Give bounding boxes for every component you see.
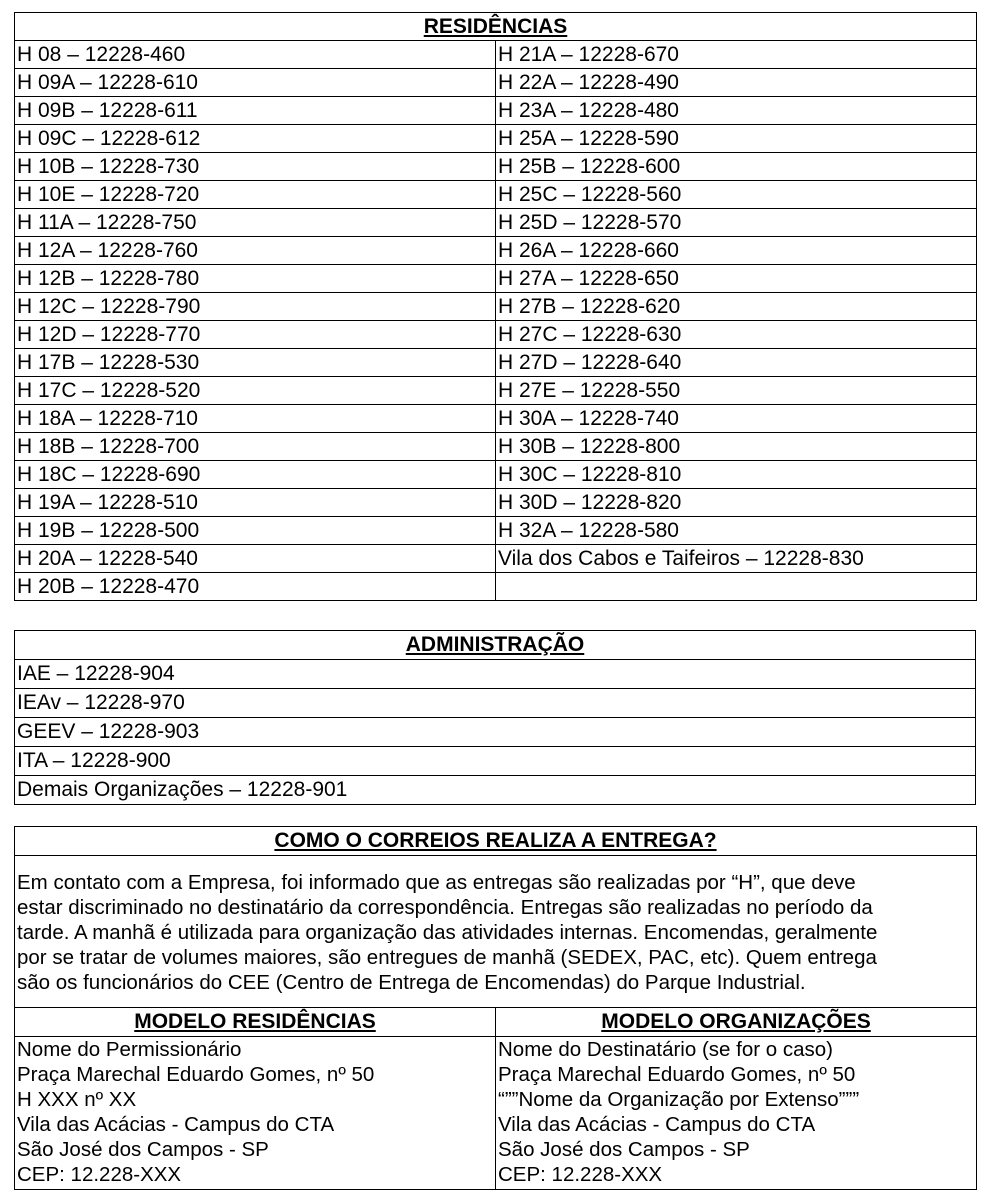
residencia-left-cell: H 18C – 12228-690 [15,461,496,489]
residencias-row [15,181,977,209]
residencias-row [15,349,977,377]
residencia-right-cell: H 25B – 12228-600 [496,153,977,181]
address-line: H XXX nº XX [17,1088,137,1111]
residencia-left-cell: H 12B – 12228-780 [15,265,496,293]
modelo-residencias-address [15,1037,496,1190]
residencia-right-cell: H 27C – 12228-630 [496,321,977,349]
modelo-residencias-title: MODELO RESIDÊNCIAS [15,1008,496,1037]
address-line: Vila das Acácias - Campus do CTA [498,1113,816,1136]
administracao-row [15,747,976,776]
address-line: São José dos Campos - SP [17,1138,269,1161]
administracao-cell: IEAv – 12228-970 [15,689,976,718]
residencias-row [15,377,977,405]
entrega-title: COMO O CORREIOS REALIZA A ENTREGA? [15,827,977,856]
administracao-title: ADMINISTRAÇÃO [15,631,976,660]
entrega-table [14,826,977,1190]
administracao-row [15,689,976,718]
residencias-row [15,209,977,237]
residencia-left-cell: H 11A – 12228-750 [15,209,496,237]
entrega-line: tarde. A manhã é utilizada para organização das atividades internas. Encomendas, geralmente [17,921,878,944]
residencia-right-cell: H 27D – 12228-640 [496,349,977,377]
address-line: Vila das Acácias - Campus do CTA [17,1113,335,1136]
residencia-right-cell: H 25A – 12228-590 [496,125,977,153]
residencias-row [15,97,977,125]
residencias-row [15,573,977,601]
residencia-left-cell: H 09B – 12228-611 [15,97,496,125]
address-line: “””Nome da Organização por Extenso””” [498,1088,860,1111]
residencias-table [14,12,977,601]
entrega-line: Em contato com a Empresa, foi informado que as entregas são realizadas por “H”, que deve [17,871,856,894]
administracao-row [15,660,976,689]
residencias-row [15,545,977,573]
residencias-body [15,13,977,601]
modelo-organizacoes-address [496,1037,977,1190]
residencia-right-cell [496,573,977,601]
residencias-row [15,125,977,153]
residencias-row [15,489,977,517]
residencias-row [15,69,977,97]
entrega-line: estar discriminado no destinatário da correspondência. Entregas são realizadas no período da [17,896,873,919]
entrega-paragraph [15,856,977,1008]
residencia-left-cell: H 19A – 12228-510 [15,489,496,517]
residencia-right-cell: H 22A – 12228-490 [496,69,977,97]
residencia-left-cell: H 09C – 12228-612 [15,125,496,153]
residencia-left-cell: H 18A – 12228-710 [15,405,496,433]
address-line: Nome do Destinatário (se for o caso) [498,1038,833,1061]
residencias-row [15,293,977,321]
address-line: Nome do Permissionário [17,1038,242,1061]
residencia-right-cell: H 30B – 12228-800 [496,433,977,461]
entrega-line: são os funcionários do CEE (Centro de Entrega de Encomendas) do Parque Industrial. [17,971,806,994]
residencia-left-cell: H 10E – 12228-720 [15,181,496,209]
residencia-right-cell: H 32A – 12228-580 [496,517,977,545]
administracao-cell: GEEV – 12228-903 [15,718,976,747]
residencia-right-cell: H 27A – 12228-650 [496,265,977,293]
residencias-row [15,433,977,461]
residencia-right-cell: H 25C – 12228-560 [496,181,977,209]
modelo-organizacoes-title: MODELO ORGANIZAÇÕES [496,1008,977,1037]
residencia-right-cell: H 21A – 12228-670 [496,41,977,69]
residencia-right-cell: H 30D – 12228-820 [496,489,977,517]
entrega-line: por se tratar de volumes maiores, são entregues de manhã (SEDEX, PAC, etc). Quem entrega [17,946,877,969]
residencia-right-cell: H 30C – 12228-810 [496,461,977,489]
residencias-row [15,153,977,181]
administracao-cell: ITA – 12228-900 [15,747,976,776]
residencia-right-cell: Vila dos Cabos e Taifeiros – 12228-830 [496,545,977,573]
residencia-left-cell: H 17B – 12228-530 [15,349,496,377]
residencia-right-cell: H 27E – 12228-550 [496,377,977,405]
address-line: Praça Marechal Eduardo Gomes, nº 50 [498,1063,856,1086]
residencia-right-cell: H 30A – 12228-740 [496,405,977,433]
residencia-left-cell: H 12C – 12228-790 [15,293,496,321]
residencia-right-cell: H 27B – 12228-620 [496,293,977,321]
residencias-row [15,517,977,545]
administracao-table [14,630,976,805]
residencia-left-cell: H 20A – 12228-540 [15,545,496,573]
residencias-row [15,321,977,349]
administracao-row [15,776,976,805]
residencia-right-cell: H 26A – 12228-660 [496,237,977,265]
address-line: CEP: 12.228-XXX [17,1163,182,1186]
address-line: Praça Marechal Eduardo Gomes, nº 50 [17,1063,375,1086]
residencia-right-cell: H 23A – 12228-480 [496,97,977,125]
residencias-row [15,237,977,265]
residencia-left-cell: H 08 – 12228-460 [15,41,496,69]
residencia-left-cell: H 10B – 12228-730 [15,153,496,181]
residencia-left-cell: H 19B – 12228-500 [15,517,496,545]
administracao-cell: IAE – 12228-904 [15,660,976,689]
residencias-row [15,405,977,433]
residencia-left-cell: H 12A – 12228-760 [15,237,496,265]
residencia-left-cell: H 17C – 12228-520 [15,377,496,405]
address-line: São José dos Campos - SP [498,1138,750,1161]
residencia-right-cell: H 25D – 12228-570 [496,209,977,237]
administracao-cell: Demais Organizações – 12228-901 [15,776,976,805]
residencia-left-cell: H 18B – 12228-700 [15,433,496,461]
residencias-title: RESIDÊNCIAS [15,13,977,41]
residencias-row [15,461,977,489]
residencia-left-cell: H 12D – 12228-770 [15,321,496,349]
administracao-body [15,631,976,805]
residencia-left-cell: H 09A – 12228-610 [15,69,496,97]
address-line: CEP: 12.228-XXX [498,1163,663,1186]
residencias-row [15,41,977,69]
residencia-left-cell: H 20B – 12228-470 [15,573,496,601]
residencias-row [15,265,977,293]
administracao-row [15,718,976,747]
